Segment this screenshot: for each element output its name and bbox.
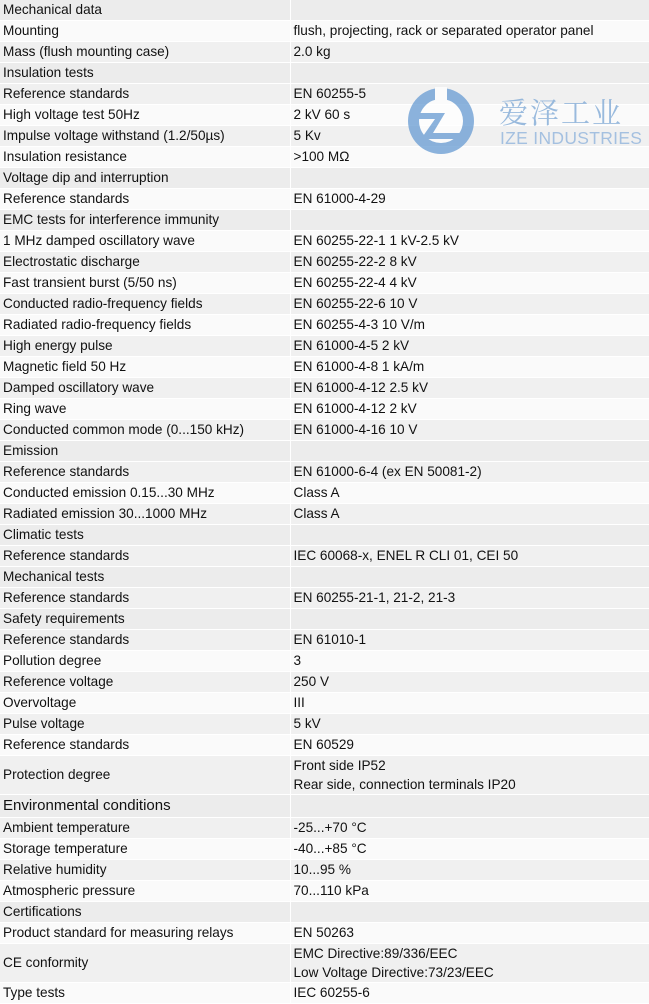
row-value: Class A bbox=[290, 483, 649, 504]
row-label: Radiated emission 30...1000 MHz bbox=[0, 504, 290, 525]
row-label: Atmospheric pressure bbox=[0, 881, 290, 902]
table-row bbox=[0, 126, 649, 147]
row-label: EMC tests for interference immunity bbox=[0, 210, 290, 231]
row-value: flush, projecting, rack or separated operator panel bbox=[290, 21, 649, 42]
row-value bbox=[290, 0, 649, 21]
row-value: 250 V bbox=[290, 672, 649, 693]
table-row bbox=[0, 923, 649, 944]
row-value: EN 60255-5 bbox=[290, 84, 649, 105]
row-value bbox=[290, 210, 649, 231]
table-row bbox=[0, 210, 649, 231]
section-heading bbox=[0, 795, 649, 818]
row-label: Overvoltage bbox=[0, 693, 290, 714]
row-value: 10...95 % bbox=[290, 860, 649, 881]
row-label: Voltage dip and interruption bbox=[0, 168, 290, 189]
row-value: EN 60255-22-6 10 V bbox=[290, 294, 649, 315]
row-value: -25...+70 °C bbox=[290, 818, 649, 839]
row-value bbox=[290, 756, 649, 795]
row-label: Climatic tests bbox=[0, 525, 290, 546]
row-value: EN 61000-4-5 2 kV bbox=[290, 336, 649, 357]
row-value-line: Rear side, connection terminals IP20 bbox=[293, 777, 516, 792]
row-label: Insulation resistance bbox=[0, 147, 290, 168]
row-value bbox=[290, 168, 649, 189]
row-label: Reference standards bbox=[0, 189, 290, 210]
row-label: Mass (flush mounting case) bbox=[0, 42, 290, 63]
row-label: Pollution degree bbox=[0, 651, 290, 672]
row-value: 3 bbox=[290, 651, 649, 672]
table-row bbox=[0, 483, 649, 504]
row-value bbox=[290, 441, 649, 462]
row-label: Certifications bbox=[0, 902, 290, 923]
table-row bbox=[0, 672, 649, 693]
row-label: Storage temperature bbox=[0, 839, 290, 860]
row-value: 5 kV bbox=[290, 714, 649, 735]
row-value: III bbox=[290, 693, 649, 714]
row-value: IEC 60255-6 bbox=[290, 983, 649, 1004]
table-row bbox=[0, 336, 649, 357]
row-label: Radiated radio-frequency fields bbox=[0, 315, 290, 336]
row-value bbox=[290, 63, 649, 84]
row-value: IEC 60068-x, ENEL R CLI 01, CEI 50 bbox=[290, 546, 649, 567]
table-row bbox=[0, 0, 649, 21]
row-value bbox=[290, 944, 649, 983]
table-row bbox=[0, 546, 649, 567]
table-row bbox=[0, 839, 649, 860]
table-row bbox=[0, 756, 649, 795]
row-value: EN 60255-22-1 1 kV-2.5 kV bbox=[290, 231, 649, 252]
row-value: 5 Kv bbox=[290, 126, 649, 147]
table-row bbox=[0, 231, 649, 252]
table-row bbox=[0, 735, 649, 756]
row-label: Reference standards bbox=[0, 462, 290, 483]
row-value-line: Front side IP52 bbox=[293, 758, 386, 773]
table-row bbox=[0, 357, 649, 378]
table-row bbox=[0, 609, 649, 630]
row-label: High energy pulse bbox=[0, 336, 290, 357]
row-value: EN 60529 bbox=[290, 735, 649, 756]
table-row bbox=[0, 252, 649, 273]
row-label: Magnetic field 50 Hz bbox=[0, 357, 290, 378]
row-value: EN 60255-22-4 4 kV bbox=[290, 273, 649, 294]
row-label: Fast transient burst (5/50 ns) bbox=[0, 273, 290, 294]
row-value: 2 kV 60 s bbox=[290, 105, 649, 126]
table-row bbox=[0, 504, 649, 525]
row-label: Type tests bbox=[0, 983, 290, 1004]
row-label: Reference standards bbox=[0, 630, 290, 651]
row-value bbox=[290, 567, 649, 588]
row-value: EN 61010-1 bbox=[290, 630, 649, 651]
row-label: Protection degree bbox=[0, 756, 290, 795]
row-label: Reference voltage bbox=[0, 672, 290, 693]
row-value: EN 50263 bbox=[290, 923, 649, 944]
table-row bbox=[0, 983, 649, 1004]
row-label: Reference standards bbox=[0, 84, 290, 105]
row-label: Product standard for measuring relays bbox=[0, 923, 290, 944]
row-label: 1 MHz damped oscillatory wave bbox=[0, 231, 290, 252]
row-value: EN 61000-4-29 bbox=[290, 189, 649, 210]
row-label: Safety requirements bbox=[0, 609, 290, 630]
table-row bbox=[0, 21, 649, 42]
row-value: 2.0 kg bbox=[290, 42, 649, 63]
table-row bbox=[0, 189, 649, 210]
row-label: CE conformity bbox=[0, 944, 290, 983]
row-value: EN 60255-4-3 10 V/m bbox=[290, 315, 649, 336]
table-row bbox=[0, 881, 649, 902]
table-row bbox=[0, 630, 649, 651]
table-row bbox=[0, 105, 649, 126]
row-label: Relative humidity bbox=[0, 860, 290, 881]
table-row bbox=[0, 462, 649, 483]
table-row bbox=[0, 399, 649, 420]
row-value: EN 60255-22-2 8 kV bbox=[290, 252, 649, 273]
watermark-en: IZE INDUSTRIES bbox=[500, 128, 643, 148]
table-row bbox=[0, 441, 649, 462]
row-label: Mechanical tests bbox=[0, 567, 290, 588]
table-row bbox=[0, 651, 649, 672]
row-label: Mounting bbox=[0, 21, 290, 42]
row-label: High voltage test 50Hz bbox=[0, 105, 290, 126]
row-value: 70...110 kPa bbox=[290, 881, 649, 902]
table-row bbox=[0, 315, 649, 336]
row-label: Impulse voltage withstand (1.2/50µs) bbox=[0, 126, 290, 147]
table-row bbox=[0, 818, 649, 839]
row-label: Emission bbox=[0, 441, 290, 462]
watermark-cn: 爱泽工业 bbox=[499, 96, 624, 130]
row-value: >100 MΩ bbox=[290, 147, 649, 168]
row-value bbox=[290, 902, 649, 923]
row-value bbox=[290, 795, 649, 818]
row-label: Mechanical data bbox=[0, 0, 290, 21]
table-row bbox=[0, 420, 649, 441]
table-row bbox=[0, 693, 649, 714]
row-value bbox=[290, 609, 649, 630]
row-label: Ambient temperature bbox=[0, 818, 290, 839]
row-value-line: Low Voltage Directive:73/23/EEC bbox=[293, 965, 494, 980]
table-row bbox=[0, 944, 649, 983]
row-value: EN 61000-6-4 (ex EN 50081-2) bbox=[290, 462, 649, 483]
row-value: -40...+85 °C bbox=[290, 839, 649, 860]
table-row bbox=[0, 84, 649, 105]
row-value bbox=[290, 525, 649, 546]
row-label: Environmental conditions bbox=[0, 795, 290, 818]
row-label: Ring wave bbox=[0, 399, 290, 420]
table-row bbox=[0, 42, 649, 63]
row-value: EN 61000-4-12 2 kV bbox=[290, 399, 649, 420]
table-row bbox=[0, 147, 649, 168]
table-row bbox=[0, 273, 649, 294]
table-row bbox=[0, 294, 649, 315]
row-value: EN 61000-4-16 10 V bbox=[290, 420, 649, 441]
row-label: Reference standards bbox=[0, 735, 290, 756]
row-value: Class A bbox=[290, 504, 649, 525]
table-row bbox=[0, 63, 649, 84]
row-value: EN 60255-21-1, 21-2, 21-3 bbox=[290, 588, 649, 609]
row-label: Damped oscillatory wave bbox=[0, 378, 290, 399]
table-row bbox=[0, 902, 649, 923]
row-value-line: EMC Directive:89/336/EEC bbox=[293, 946, 458, 961]
row-label: Reference standards bbox=[0, 546, 290, 567]
table-row bbox=[0, 714, 649, 735]
row-value: EN 61000-4-8 1 kA/m bbox=[290, 357, 649, 378]
row-value: EN 61000-4-12 2.5 kV bbox=[290, 378, 649, 399]
table-row bbox=[0, 860, 649, 881]
row-label: Conducted common mode (0...150 kHz) bbox=[0, 420, 290, 441]
row-label: Conducted radio-frequency fields bbox=[0, 294, 290, 315]
row-label: Reference standards bbox=[0, 588, 290, 609]
table-row bbox=[0, 588, 649, 609]
table-row bbox=[0, 567, 649, 588]
row-label: Insulation tests bbox=[0, 63, 290, 84]
table-row bbox=[0, 168, 649, 189]
table-row bbox=[0, 525, 649, 546]
table-row bbox=[0, 378, 649, 399]
row-label: Pulse voltage bbox=[0, 714, 290, 735]
row-label: Electrostatic discharge bbox=[0, 252, 290, 273]
row-label: Conducted emission 0.15...30 MHz bbox=[0, 483, 290, 504]
